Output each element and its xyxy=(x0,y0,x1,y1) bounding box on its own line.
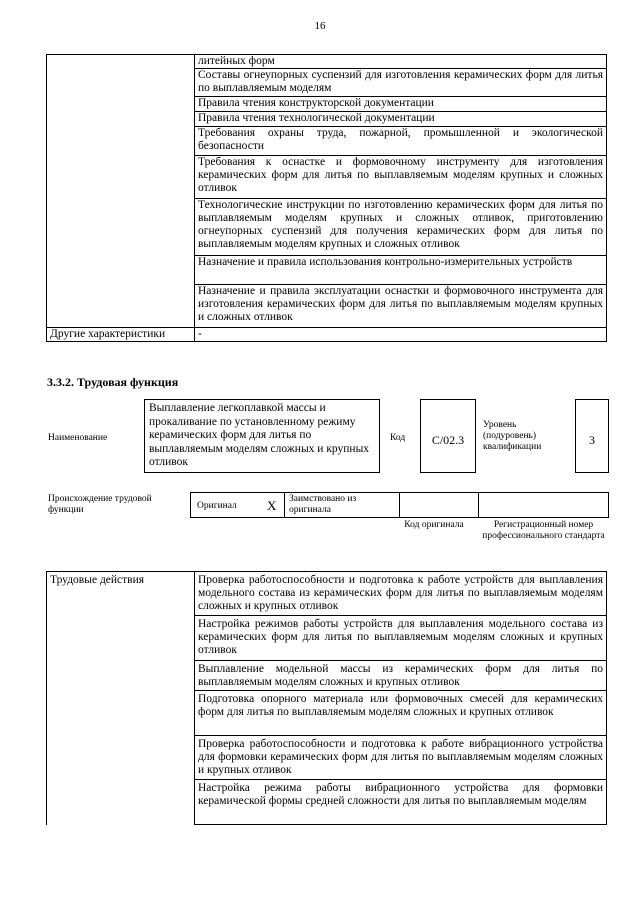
table-cell: Настройка режима работы вибрационного устройства для формовки керамической формы средней сложности для литья по выплавляемым моделям xyxy=(195,780,607,825)
code-label: Код xyxy=(390,433,406,443)
borrowed-label: Заимствовано из оригинала xyxy=(289,494,357,515)
table-cell: Выплавление модельной массы из керамических форм для литья по выплавляемым моделям сложных и крупных отливок xyxy=(195,661,607,691)
original-mark: X xyxy=(267,498,277,513)
divider xyxy=(284,493,285,517)
origin-box xyxy=(190,492,609,518)
table-cell: Технологические инструкции по изготовлению керамических форм для литья по выплавляемым моделям крупных и сложных отливок, приготовлению огнеупорных суспензий для получения керамических форм для литья по выплавляемым моделям крупных и сложных отливок xyxy=(195,199,607,256)
table-cell: Подготовка опорного материала или формовочных смесей для керамических форм для литья по выплавляемым моделям сложных и крупных отливок xyxy=(195,691,607,736)
table-cell-label xyxy=(47,55,195,328)
table-cell: Требования охраны труда, пожарной, промышленной и экологической безопасности xyxy=(195,127,607,156)
table-cell: Требования к оснастке и формовочному инструменту для изготовления керамических форм для литья по выплавляемым моделям крупных и сложных отливок xyxy=(195,156,607,199)
table-cell: Правила чтения технологической документации xyxy=(195,112,607,127)
divider xyxy=(478,493,479,517)
table-row xyxy=(47,328,607,342)
table-cell: литейных форм xyxy=(195,55,607,69)
table-cell: Правила чтения конструкторской документации xyxy=(195,97,607,112)
level-label: Уровень (подуровень) квалификации xyxy=(483,420,542,452)
table-cell: Проверка работоспособности и подготовка к работе устройств для выплавления модельного состава из керамических форм для литья по выплавляемым моделям сложных и крупных отливок xyxy=(195,572,607,616)
section-heading: 3.3.2. Трудовая функция xyxy=(47,375,179,389)
reg-caption: Регистрационный номер профессионального стандарта xyxy=(482,520,605,541)
name-label: Наименование xyxy=(48,433,108,443)
original-label: Оригинал xyxy=(197,501,237,511)
actions-label: Трудовые действия xyxy=(47,572,195,825)
code-value: С/02.3 xyxy=(420,399,476,473)
table-cell: Настройка режимов работы устройств для выплавления модельного состава из керамических форм для литья по выплавляемым моделям сложных и крупных отливок xyxy=(195,616,607,661)
table-row xyxy=(47,55,607,69)
table-cell: - xyxy=(195,328,607,342)
level-value: 3 xyxy=(575,399,609,473)
table-cell: Составы огнеупорных суспензий для изготовления керамических форм для литья по выплавляемым моделям xyxy=(195,69,607,97)
page-number: 16 xyxy=(314,20,326,32)
knowledge-table xyxy=(46,54,607,342)
table-cell-label: Другие характеристики xyxy=(47,328,195,342)
function-name-box: Выплавление легкоплавкой массы и прокаливание по установленному режиму керамических форм для литья по выплавляемым моделям сложных и крупных отливок xyxy=(144,399,380,473)
table-cell: Назначение и правила использования контрольно-измерительных устройств xyxy=(195,256,607,285)
table-row xyxy=(47,572,607,616)
origin-label: Происхождение трудовой функции xyxy=(48,494,152,515)
divider xyxy=(399,493,400,517)
actions-table xyxy=(46,571,607,825)
table-cell: Проверка работоспособности и подготовка к работе вибрационного устройства для формовки керамических форм для литья по выплавляемым моделям сложных и крупных отливок xyxy=(195,736,607,780)
table-cell: Назначение и правила эксплуатации оснастки и формовочного инструмента для изготовления керамических форм для литья по выплавляемым моделям крупных и сложных отливок xyxy=(195,285,607,328)
code-caption: Код оригинала xyxy=(404,520,464,530)
